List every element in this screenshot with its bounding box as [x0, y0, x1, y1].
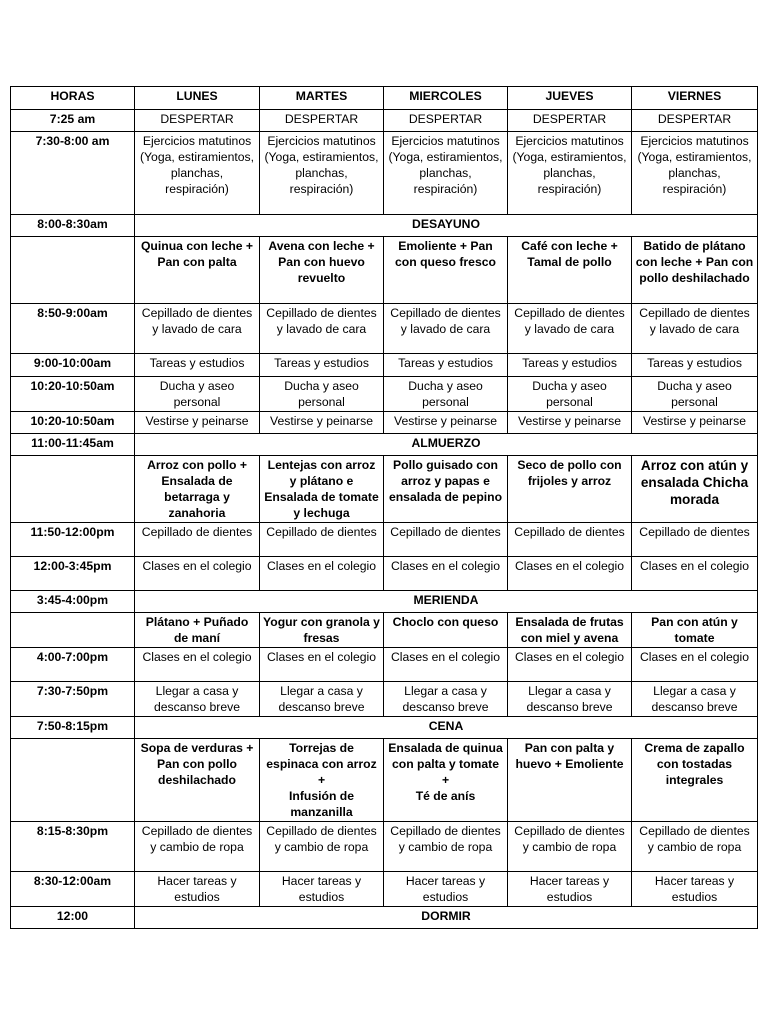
- activity-cell: Ducha y aseo personal: [260, 377, 384, 412]
- time-cell: [11, 739, 135, 822]
- activity-cell: Tareas y estudios: [135, 354, 260, 377]
- time-cell: 7:50-8:15pm: [11, 717, 135, 739]
- activity-cell: Ejercicios matutinos (Yoga, estiramientos, planchas, respiración): [260, 132, 384, 215]
- time-cell: 8:30-12:00am: [11, 872, 135, 907]
- activity-cell: Vestirse y peinarse: [260, 412, 384, 434]
- activity-cell: DESPERTAR: [632, 110, 758, 132]
- sleep-label: DORMIR: [135, 907, 758, 929]
- activity-cell: Llegar a casa y descanso breve: [632, 682, 758, 717]
- meal-title: MERIENDA: [135, 591, 758, 613]
- time-cell: 7:30-7:50pm: [11, 682, 135, 717]
- meal-cell: Choclo con queso: [384, 613, 508, 648]
- time-cell: [11, 237, 135, 304]
- activity-cell: Tareas y estudios: [508, 354, 632, 377]
- table-row: [11, 648, 758, 682]
- activity-cell: DESPERTAR: [508, 110, 632, 132]
- activity-cell: Cepillado de dientes y lavado de cara: [508, 304, 632, 354]
- activity-cell: Clases en el colegio: [260, 557, 384, 591]
- activity-cell: Cepillado de dientes y cambio de ropa: [508, 822, 632, 872]
- activity-cell: Ducha y aseo personal: [632, 377, 758, 412]
- time-cell: 10:20-10:50am: [11, 412, 135, 434]
- meal-cell: Avena con leche + Pan con huevo revuelto: [260, 237, 384, 304]
- table-row: [11, 110, 758, 132]
- activity-cell: Cepillado de dientes y lavado de cara: [384, 304, 508, 354]
- time-cell: 3:45-4:00pm: [11, 591, 135, 613]
- time-cell: 8:50-9:00am: [11, 304, 135, 354]
- meal-title-row: [11, 434, 758, 456]
- meal-cell: Seco de pollo con frijoles y arroz: [508, 456, 632, 523]
- activity-cell: Cepillado de dientes y cambio de ropa: [632, 822, 758, 872]
- activity-cell: Cepillado de dientes: [260, 523, 384, 557]
- activity-cell: Vestirse y peinarse: [135, 412, 260, 434]
- meal-food-row: [11, 237, 758, 304]
- activity-cell: Cepillado de dientes y cambio de ropa: [384, 822, 508, 872]
- meal-cell: Torrejas de espinaca con arroz + Infusión de manzanilla: [260, 739, 384, 822]
- table-row: [11, 354, 758, 377]
- activity-cell: Clases en el colegio: [384, 648, 508, 682]
- meal-cell: Lentejas con arroz y plátano e Ensalada de tomate y lechuga: [260, 456, 384, 523]
- header-day: JUEVES: [508, 87, 632, 110]
- activity-cell: Vestirse y peinarse: [632, 412, 758, 434]
- activity-cell: Hacer tareas y estudios: [632, 872, 758, 907]
- activity-cell: Cepillado de dientes y lavado de cara: [632, 304, 758, 354]
- table-row: [11, 557, 758, 591]
- activity-cell: Hacer tareas y estudios: [508, 872, 632, 907]
- meal-cell: Yogur con granola y fresas: [260, 613, 384, 648]
- time-cell: 11:00-11:45am: [11, 434, 135, 456]
- activity-cell: Cepillado de dientes y cambio de ropa: [260, 822, 384, 872]
- table-row: [11, 304, 758, 354]
- activity-cell: Ducha y aseo personal: [384, 377, 508, 412]
- activity-cell: Cepillado de dientes: [508, 523, 632, 557]
- time-cell: [11, 613, 135, 648]
- activity-cell: Cepillado de dientes: [632, 523, 758, 557]
- activity-cell: Cepillado de dientes y lavado de cara: [135, 304, 260, 354]
- meal-title: DESAYUNO: [135, 215, 758, 237]
- meal-cell: Batido de plátano con leche + Pan con pollo deshilachado: [632, 237, 758, 304]
- meal-title: ALMUERZO: [135, 434, 758, 456]
- header-day: LUNES: [135, 87, 260, 110]
- meal-title: CENA: [135, 717, 758, 739]
- weekly-schedule-table: [10, 86, 758, 929]
- meal-cell: Crema de zapallo con tostadas integrales: [632, 739, 758, 822]
- time-cell: 9:00-10:00am: [11, 354, 135, 377]
- activity-cell: Ejercicios matutinos (Yoga, estiramientos, planchas, respiración): [135, 132, 260, 215]
- activity-cell: DESPERTAR: [384, 110, 508, 132]
- meal-cell: Café con leche + Tamal de pollo: [508, 237, 632, 304]
- meal-cell: Sopa de verduras + Pan con pollo deshilachado: [135, 739, 260, 822]
- meal-cell: Arroz con atún y ensalada Chicha morada: [632, 456, 758, 523]
- activity-cell: Vestirse y peinarse: [508, 412, 632, 434]
- meal-food-row: [11, 456, 758, 523]
- time-cell: 12:00-3:45pm: [11, 557, 135, 591]
- activity-cell: Ejercicios matutinos (Yoga, estiramientos, planchas, respiración): [384, 132, 508, 215]
- activity-cell: Ducha y aseo personal: [135, 377, 260, 412]
- header-row: [11, 87, 758, 110]
- activity-cell: Ejercicios matutinos (Yoga, estiramientos, planchas, respiración): [632, 132, 758, 215]
- meal-food-row: [11, 613, 758, 648]
- activity-cell: Clases en el colegio: [135, 648, 260, 682]
- time-cell: 4:00-7:00pm: [11, 648, 135, 682]
- activity-cell: Cepillado de dientes y lavado de cara: [260, 304, 384, 354]
- meal-title-row: [11, 591, 758, 613]
- table-row: [11, 822, 758, 872]
- activity-cell: Vestirse y peinarse: [384, 412, 508, 434]
- activity-cell: Clases en el colegio: [632, 557, 758, 591]
- header-day: MARTES: [260, 87, 384, 110]
- time-cell: 8:15-8:30pm: [11, 822, 135, 872]
- activity-cell: Hacer tareas y estudios: [260, 872, 384, 907]
- activity-cell: DESPERTAR: [135, 110, 260, 132]
- meal-cell: Plátano + Puñado de maní: [135, 613, 260, 648]
- activity-cell: Llegar a casa y descanso breve: [260, 682, 384, 717]
- table-row: [11, 412, 758, 434]
- time-cell: 7:25 am: [11, 110, 135, 132]
- activity-cell: Hacer tareas y estudios: [135, 872, 260, 907]
- time-cell: 8:00-8:30am: [11, 215, 135, 237]
- meal-cell: Arroz con pollo + Ensalada de betarraga y zanahoria: [135, 456, 260, 523]
- activity-cell: Clases en el colegio: [508, 648, 632, 682]
- meal-cell: Ensalada de frutas con miel y avena: [508, 613, 632, 648]
- meal-food-row: [11, 739, 758, 822]
- activity-cell: Ejercicios matutinos (Yoga, estiramientos, planchas, respiración): [508, 132, 632, 215]
- meal-cell: Ensalada de quinua con palta y tomate + Té de anís: [384, 739, 508, 822]
- meal-cell: Quinua con leche + Pan con palta: [135, 237, 260, 304]
- header-day: MIERCOLES: [384, 87, 508, 110]
- meal-cell: Pan con palta y huevo + Emoliente: [508, 739, 632, 822]
- meal-cell: Pan con atún y tomate: [632, 613, 758, 648]
- activity-cell: Tareas y estudios: [384, 354, 508, 377]
- activity-cell: Clases en el colegio: [135, 557, 260, 591]
- meal-title-row: [11, 907, 758, 929]
- activity-cell: Tareas y estudios: [260, 354, 384, 377]
- activity-cell: Clases en el colegio: [384, 557, 508, 591]
- activity-cell: Clases en el colegio: [260, 648, 384, 682]
- activity-cell: Llegar a casa y descanso breve: [384, 682, 508, 717]
- meal-cell: Pollo guisado con arroz y papas e ensalada de pepino: [384, 456, 508, 523]
- header-day: VIERNES: [632, 87, 758, 110]
- activity-cell: Cepillado de dientes: [135, 523, 260, 557]
- activity-cell: Cepillado de dientes: [384, 523, 508, 557]
- activity-cell: Ducha y aseo personal: [508, 377, 632, 412]
- time-cell: 12:00: [11, 907, 135, 929]
- activity-cell: Clases en el colegio: [508, 557, 632, 591]
- table-row: [11, 523, 758, 557]
- activity-cell: Hacer tareas y estudios: [384, 872, 508, 907]
- activity-cell: Llegar a casa y descanso breve: [135, 682, 260, 717]
- table-row: [11, 132, 758, 215]
- time-cell: 10:20-10:50am: [11, 377, 135, 412]
- table-row: [11, 682, 758, 717]
- activity-cell: Cepillado de dientes y cambio de ropa: [135, 822, 260, 872]
- table-row: [11, 872, 758, 907]
- time-cell: [11, 456, 135, 523]
- time-cell: 11:50-12:00pm: [11, 523, 135, 557]
- meal-cell: Emoliente + Pan con queso fresco: [384, 237, 508, 304]
- table-row: [11, 377, 758, 412]
- activity-cell: DESPERTAR: [260, 110, 384, 132]
- meal-title-row: [11, 215, 758, 237]
- activity-cell: Llegar a casa y descanso breve: [508, 682, 632, 717]
- header-hours: HORAS: [11, 87, 135, 110]
- activity-cell: Clases en el colegio: [632, 648, 758, 682]
- activity-cell: Tareas y estudios: [632, 354, 758, 377]
- time-cell: 7:30-8:00 am: [11, 132, 135, 215]
- meal-title-row: [11, 717, 758, 739]
